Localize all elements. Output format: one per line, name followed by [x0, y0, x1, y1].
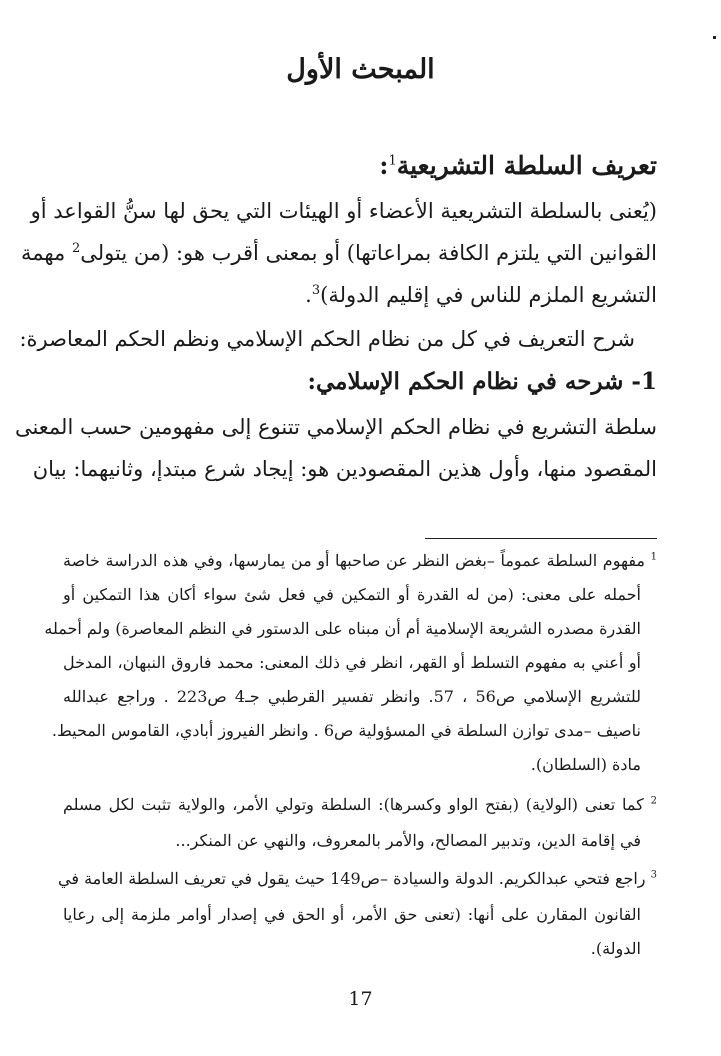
heading-colon: :	[379, 151, 389, 180]
explanation-line: شرح التعريف في كل من نظام الحكم الإسلامي ونظم الحكم المعاصرة:	[19, 327, 635, 351]
footnote-2-text-1: كما تعنى (الولاية) (بفتح الواو وكسرها): السلطة وتولي الأمر، والولاية تثبت لكل مسلم	[63, 795, 644, 814]
definition-line-3	[63, 274, 657, 316]
footnote-1-line-5: للتشريع الإسلامي ص56 ، 57. وانظر تفسير القرطبي جـ4 ص223 . وراجع عبدالله	[63, 687, 642, 706]
footnote-ref-3: 3	[311, 283, 321, 298]
footnote-separator	[425, 538, 657, 539]
definition-line-3-text: التشريع الملزم للناس في إقليم الدولة)	[320, 283, 657, 307]
footnote-1-line-1	[63, 546, 657, 576]
footnote-1-line-4: أو أعني به مفهوم التسلط أو القهر، انظر في ذلك المعنى: محمد فاروق النبهان، المدخل	[63, 653, 641, 672]
section-heading	[379, 146, 657, 186]
footnote-ref-1: 1	[388, 153, 397, 169]
subheading: 1- شرحه في نظام الحكم الإسلامي:	[307, 368, 657, 395]
definition-line-2-tail: مهمة	[20, 241, 72, 265]
footnote-ref-2: 2	[71, 241, 81, 256]
footnote-1-line-7: مادة (السلطان).	[530, 755, 641, 774]
definition-line-1: (يُعنى بالسلطة التشريعية الأعضاء أو الهيئات التي يحق لها سنُّ القواعد أو	[30, 199, 657, 223]
footnote-3-number: 3	[650, 869, 657, 881]
footnote-1-line-2: أحمله على معنى: (من له القدرة أو التمكين في فعل شئ سواء أكان هذا التمكين أو	[63, 585, 641, 604]
definition-line-2	[20, 232, 657, 274]
scan-edge-mark	[713, 36, 716, 39]
footnote-2-number: 2	[650, 795, 657, 807]
footnote-1-line-3: القدرة مصدره الشريعة الإسلامية أم أن مبناه على الدستور في النظم المعاصرة) ولم أحمله	[44, 619, 641, 638]
footnote-2-line-2: في إقامة الدين، وتدبير المصالح، والأمر بالمعروف، والنهي عن المنكر...	[175, 831, 641, 850]
footnote-1-text-1: مفهوم السلطة عموماً –بغض النظر عن صاحبها أو من يمارسها، وفي هذه الدراسة خاصة	[63, 551, 646, 570]
body-line-1: سلطة التشريع في نظام الحكم الإسلامي تتنوع إلى مفهومين حسب المعنى	[14, 415, 657, 439]
body-line-2: المقصود منها، وأول هذين المقصودين هو: إيجاد شرع مبتدإ، وثانيهما: بيان	[32, 457, 657, 481]
footnote-1-line-6: ناصيف –مدى توازن السلطة في المسؤولية ص6 . وانظر الفيروز أبادي، القاموس المحيط.	[51, 721, 641, 740]
chapter-title: المبحث الأول	[286, 54, 435, 85]
footnote-3-text-1: راجع فتحي عبدالكريم. الدولة والسيادة –ص149 حيث يقول في تعريف السلطة العامة في	[58, 869, 646, 888]
definition-end: .	[305, 283, 312, 307]
footnote-3-line-2: القانون المقارن على أنها: (تعنى حق الأمر، أو الحق في إصدار أوامر ملزمة إلى رعايا	[63, 905, 641, 924]
footnote-3-line-1	[58, 864, 657, 894]
footnote-3-line-3: الدولة).	[590, 939, 641, 958]
section-heading-text: تعريف السلطة التشريعية	[396, 151, 657, 180]
definition-line-2-text: القوانين التي يلتزم الكافة بمراعاتها) أو بمعنى أقرب هو: (من يتولى	[80, 241, 657, 265]
footnote-1-number: 1	[650, 551, 657, 563]
footnote-2-line-1	[63, 790, 657, 820]
page-number: 17	[348, 988, 373, 1010]
